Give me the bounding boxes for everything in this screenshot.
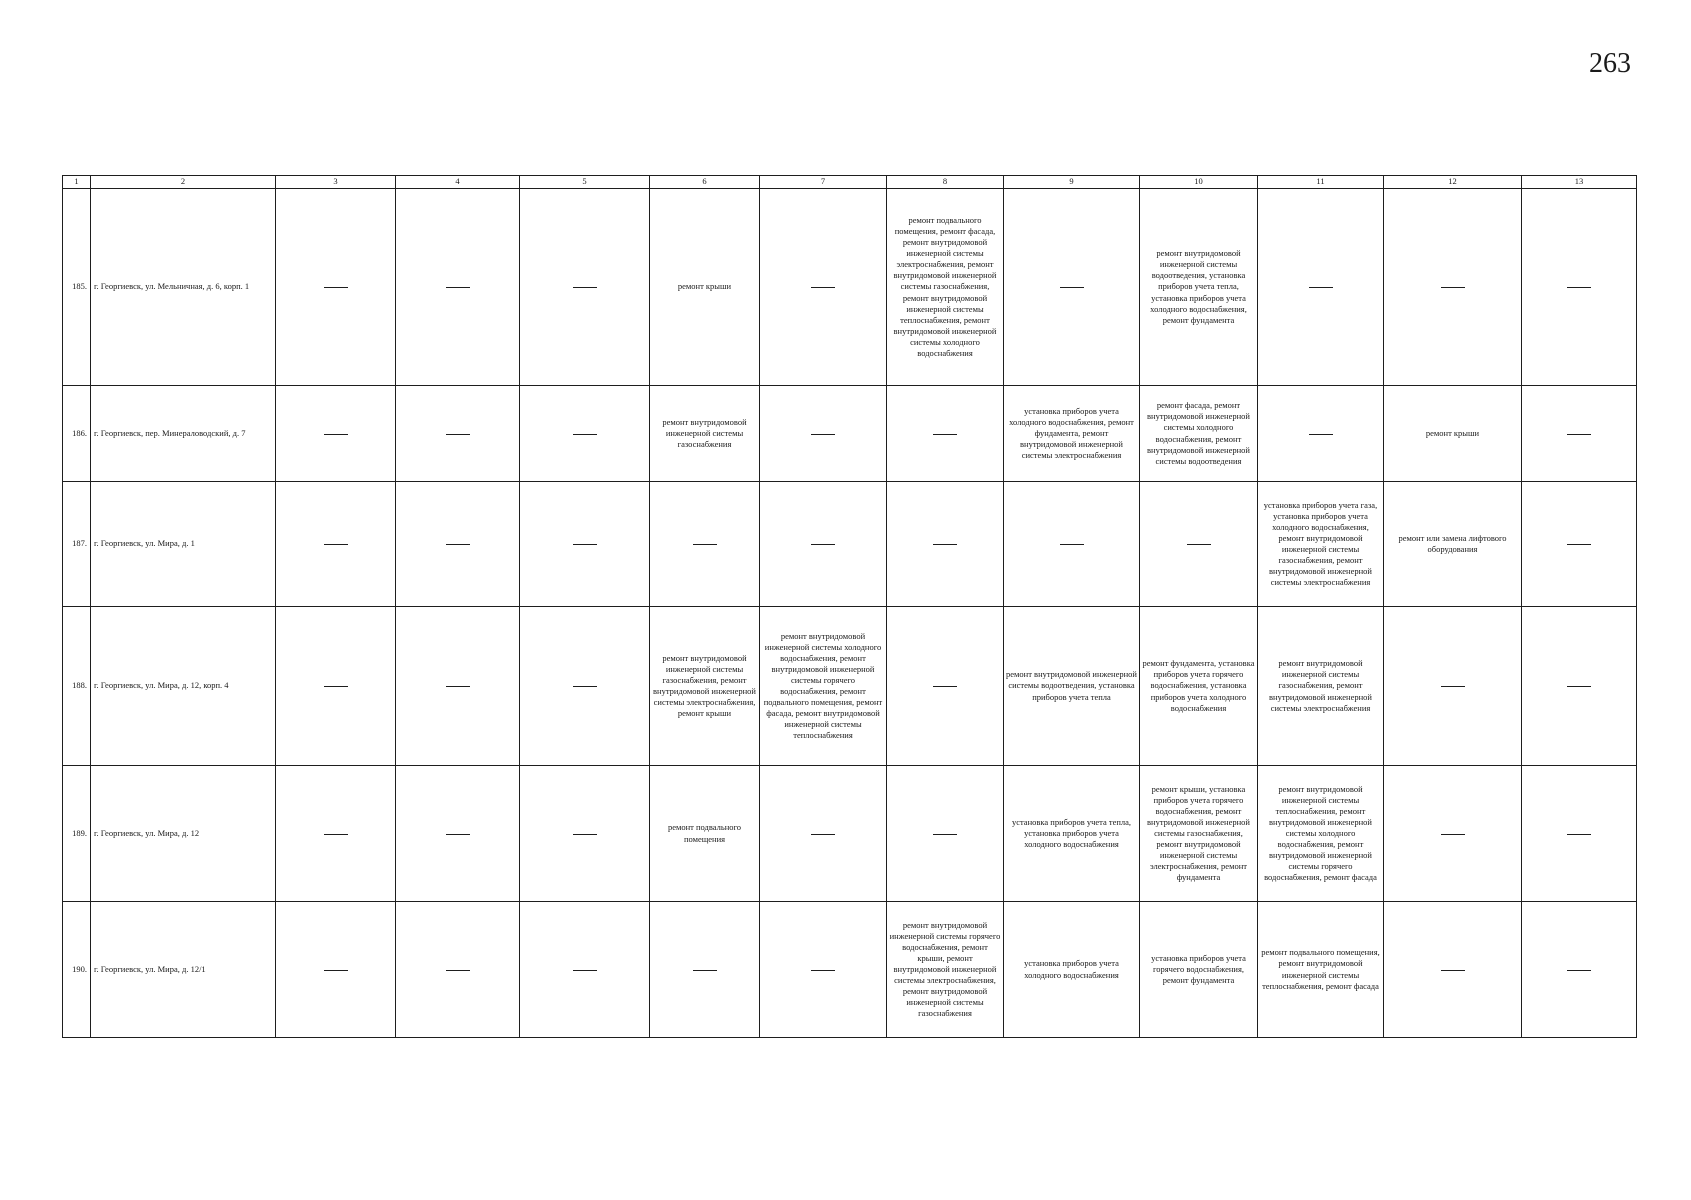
work-cell: ремонт фундамента, установка приборов учета горячего водоснабжения, установка приборов учета холодного водоснабжения: [1140, 607, 1258, 766]
page-number: 263: [1589, 48, 1631, 79]
empty-cell: [520, 766, 650, 902]
dash-mark: [1567, 434, 1591, 435]
work-cell: ремонт подвального помещения: [650, 766, 760, 902]
dash-mark: [1441, 287, 1465, 288]
work-cell: ремонт внутридомовой инженерной системы газоснабжения, ремонт внутридомовой инженерной системы электроснабжения: [1258, 607, 1384, 766]
dash-mark: [933, 544, 957, 545]
address-cell: г. Георгиевск, ул. Мельничная, д. 6, корп. 1: [91, 189, 276, 386]
empty-cell: [1522, 386, 1637, 482]
row-number: 189.: [63, 766, 91, 902]
column-number-row: [63, 176, 1637, 189]
column-number: 3: [276, 176, 396, 189]
work-cell: ремонт внутридомовой инженерной системы горячего водоснабжения, ремонт крыши, ремонт внутридомовой инженерной системы электроснабжения, ремонт внутридомовой инженерной системы газоснабжения: [887, 902, 1004, 1038]
dash-mark: [1187, 544, 1211, 545]
table-row: [63, 902, 1637, 1038]
address-cell: г. Георгиевск, ул. Мира, д. 12, корп. 4: [91, 607, 276, 766]
empty-cell: [520, 189, 650, 386]
empty-cell: [887, 482, 1004, 607]
dash-mark: [573, 434, 597, 435]
dash-mark: [573, 686, 597, 687]
row-number: 185.: [63, 189, 91, 386]
empty-cell: [760, 189, 887, 386]
address-cell: г. Георгиевск, ул. Мира, д. 12: [91, 766, 276, 902]
row-number: 188.: [63, 607, 91, 766]
empty-cell: [1258, 189, 1384, 386]
column-number: 12: [1384, 176, 1522, 189]
empty-cell: [887, 386, 1004, 482]
empty-cell: [396, 386, 520, 482]
dash-mark: [1567, 686, 1591, 687]
table-row: [63, 766, 1637, 902]
column-number: 7: [760, 176, 887, 189]
dash-mark: [324, 686, 348, 687]
dash-mark: [1441, 970, 1465, 971]
empty-cell: [520, 902, 650, 1038]
dash-mark: [324, 834, 348, 835]
empty-cell: [1522, 189, 1637, 386]
empty-cell: [396, 482, 520, 607]
empty-cell: [1384, 902, 1522, 1038]
table-row: [63, 189, 1637, 386]
empty-cell: [396, 766, 520, 902]
empty-cell: [520, 482, 650, 607]
empty-cell: [1522, 482, 1637, 607]
dash-mark: [573, 970, 597, 971]
dash-mark: [811, 970, 835, 971]
address-cell: г. Георгиевск, пер. Минераловодский, д. 7: [91, 386, 276, 482]
row-number: 186.: [63, 386, 91, 482]
dash-mark: [324, 287, 348, 288]
empty-cell: [520, 607, 650, 766]
dash-mark: [811, 544, 835, 545]
empty-cell: [760, 902, 887, 1038]
table-row: [63, 607, 1637, 766]
empty-cell: [1004, 189, 1140, 386]
dash-mark: [573, 544, 597, 545]
empty-cell: [276, 386, 396, 482]
empty-cell: [396, 902, 520, 1038]
empty-cell: [520, 386, 650, 482]
column-number: 11: [1258, 176, 1384, 189]
dash-mark: [573, 834, 597, 835]
dash-mark: [446, 287, 470, 288]
empty-cell: [396, 607, 520, 766]
empty-cell: [1522, 607, 1637, 766]
work-cell: ремонт внутридомовой инженерной системы теплоснабжения, ремонт внутридомовой инженерной системы холодного водоснабжения, ремонт внутридомовой инженерной системы горячего водоснабжения, ремонт фасада: [1258, 766, 1384, 902]
empty-cell: [1384, 189, 1522, 386]
dash-mark: [1567, 834, 1591, 835]
row-number: 187.: [63, 482, 91, 607]
column-number: 1: [63, 176, 91, 189]
dash-mark: [1567, 544, 1591, 545]
work-cell: установка приборов учета холодного водоснабжения: [1004, 902, 1140, 1038]
empty-cell: [1522, 902, 1637, 1038]
dash-mark: [811, 287, 835, 288]
dash-mark: [573, 287, 597, 288]
work-cell: ремонт внутридомовой инженерной системы газоснабжения: [650, 386, 760, 482]
column-number: 13: [1522, 176, 1637, 189]
empty-cell: [396, 189, 520, 386]
column-number: 10: [1140, 176, 1258, 189]
empty-cell: [276, 902, 396, 1038]
dash-mark: [446, 544, 470, 545]
dash-mark: [933, 834, 957, 835]
dash-mark: [933, 686, 957, 687]
dash-mark: [1441, 834, 1465, 835]
dash-mark: [811, 834, 835, 835]
empty-cell: [887, 766, 1004, 902]
dash-mark: [324, 970, 348, 971]
work-cell: установка приборов учета горячего водоснабжения, ремонт фундамента: [1140, 902, 1258, 1038]
work-cell: ремонт внутридомовой инженерной системы холодного водоснабжения, ремонт внутридомовой инженерной системы горячего водоснабжения, ремонт подвального помещения, ремонт фасада, ремонт внутридомовой инженерной системы теплоснабжения: [760, 607, 887, 766]
empty-cell: [1522, 766, 1637, 902]
column-number: 5: [520, 176, 650, 189]
empty-cell: [1140, 482, 1258, 607]
dash-mark: [811, 434, 835, 435]
work-cell: ремонт внутридомовой инженерной системы газоснабжения, ремонт внутридомовой инженерной системы электроснабжения, ремонт крыши: [650, 607, 760, 766]
dash-mark: [1567, 287, 1591, 288]
dash-mark: [693, 970, 717, 971]
dash-mark: [1060, 544, 1084, 545]
column-number: 9: [1004, 176, 1140, 189]
empty-cell: [650, 902, 760, 1038]
dash-mark: [693, 544, 717, 545]
work-cell: установка приборов учета холодного водоснабжения, ремонт фундамента, ремонт внутридомовой инженерной системы электроснабжения: [1004, 386, 1140, 482]
dash-mark: [446, 970, 470, 971]
address-cell: г. Георгиевск, ул. Мира, д. 1: [91, 482, 276, 607]
work-cell: ремонт крыши, установка приборов учета горячего водоснабжения, ремонт внутридомовой инженерной системы газоснабжения, ремонт внутридомовой инженерной системы электроснабжения, ремонт фундамента: [1140, 766, 1258, 902]
work-cell: ремонт крыши: [650, 189, 760, 386]
repair-plan-table: [62, 175, 1637, 1038]
work-cell: ремонт или замена лифтового оборудования: [1384, 482, 1522, 607]
table-row: [63, 386, 1637, 482]
dash-mark: [446, 434, 470, 435]
work-cell: ремонт крыши: [1384, 386, 1522, 482]
dash-mark: [1441, 686, 1465, 687]
dash-mark: [1309, 287, 1333, 288]
empty-cell: [887, 607, 1004, 766]
empty-cell: [1258, 386, 1384, 482]
dash-mark: [1567, 970, 1591, 971]
dash-mark: [324, 544, 348, 545]
work-cell: ремонт фасада, ремонт внутридомовой инженерной системы холодного водоснабжения, ремонт внутридомовой инженерной системы водоотведения: [1140, 386, 1258, 482]
empty-cell: [760, 482, 887, 607]
dash-mark: [933, 434, 957, 435]
table-row: [63, 482, 1637, 607]
empty-cell: [276, 482, 396, 607]
dash-mark: [1060, 287, 1084, 288]
work-cell: установка приборов учета тепла, установка приборов учета холодного водоснабжения: [1004, 766, 1140, 902]
empty-cell: [760, 386, 887, 482]
empty-cell: [276, 607, 396, 766]
empty-cell: [276, 766, 396, 902]
work-cell: ремонт подвального помещения, ремонт внутридомовой инженерной системы теплоснабжения, ремонт фасада: [1258, 902, 1384, 1038]
dash-mark: [446, 686, 470, 687]
empty-cell: [650, 482, 760, 607]
dash-mark: [1309, 434, 1333, 435]
column-number: 4: [396, 176, 520, 189]
work-cell: ремонт подвального помещения, ремонт фасада, ремонт внутридомовой инженерной системы электроснабжения, ремонт внутридомовой инженерной системы газоснабжения, ремонт внутридомовой инженерной системы теплоснабжения, ремонт внутридомовой инженерной системы холодного водоснабжения: [887, 189, 1004, 386]
dash-mark: [324, 434, 348, 435]
empty-cell: [1004, 482, 1140, 607]
empty-cell: [760, 766, 887, 902]
empty-cell: [276, 189, 396, 386]
dash-mark: [446, 834, 470, 835]
empty-cell: [1384, 766, 1522, 902]
column-number: 2: [91, 176, 276, 189]
work-cell: ремонт внутридомовой инженерной системы водоотведения, установка приборов учета тепла, установка приборов учета холодного водоснабжения, ремонт фундамента: [1140, 189, 1258, 386]
address-cell: г. Георгиевск, ул. Мира, д. 12/1: [91, 902, 276, 1038]
row-number: 190.: [63, 902, 91, 1038]
work-cell: ремонт внутридомовой инженерной системы водоотведения, установка приборов учета тепла: [1004, 607, 1140, 766]
work-cell: установка приборов учета газа, установка приборов учета холодного водоснабжения, ремонт внутридомовой инженерной системы газоснабжения, ремонт внутридомовой инженерной системы электроснабжения: [1258, 482, 1384, 607]
empty-cell: [1384, 607, 1522, 766]
column-number: 6: [650, 176, 760, 189]
column-number: 8: [887, 176, 1004, 189]
